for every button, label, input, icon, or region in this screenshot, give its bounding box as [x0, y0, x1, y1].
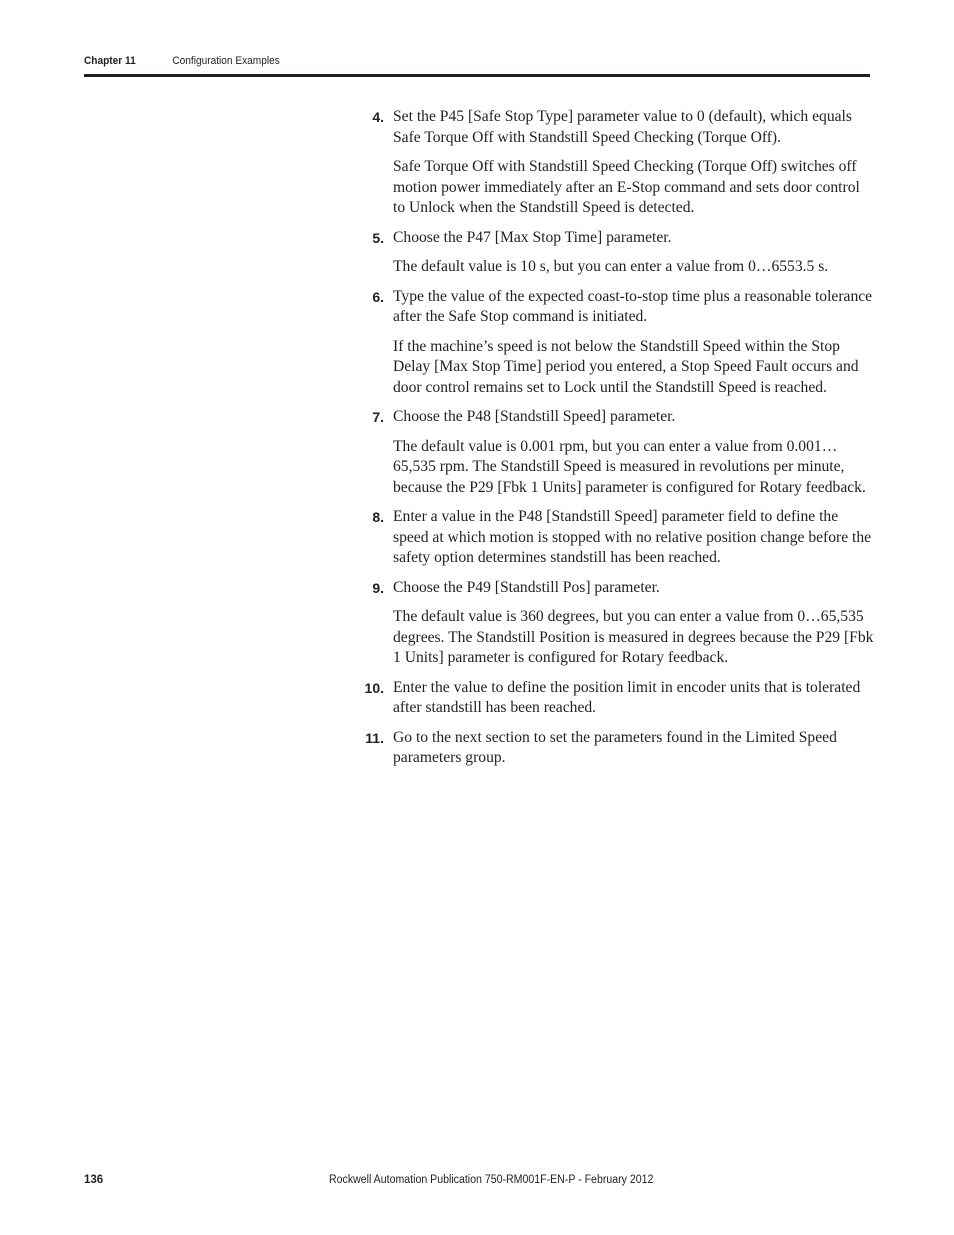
step-text: Go to the next section to set the parameters found in the Limited Speed parameters group.	[393, 728, 837, 766]
step-5	[355, 228, 875, 249]
step-6	[355, 287, 875, 328]
page-number: 136	[84, 1174, 104, 1186]
step-number: 8.	[372, 509, 384, 525]
step-number: 5.	[372, 229, 384, 246]
step-text: Choose the P47 [Max Stop Time] parameter.	[393, 228, 672, 246]
step-number: 6.	[372, 288, 384, 305]
running-header	[84, 53, 807, 69]
chapter-label: Chapter 11	[84, 55, 136, 67]
step-text: Enter a value in the P48 [Standstill Speed] parameter field to define the speed at which motion is stopped with no relative position change before the safety option determines standstill has been reached.	[393, 508, 872, 566]
step-number: 11.	[365, 729, 384, 746]
step-note: If the machine’s speed is not below the Standstill Speed within the Stop Delay [Max Stop Time] period you entered, a Stop Speed Fault occurs and door control remains set to Lock until the Standstill Speed is reached.	[393, 337, 859, 396]
step-note: The default value is 0.001 rpm, but you can enter a value from 0.001…65,535 rpm. The Standstill Speed is measured in revolutions per minute, because the P29 [Fbk 1 Units] parameter is configured for Rotary feedback.	[393, 437, 866, 496]
step-text: Choose the P48 [Standstill Speed] parameter.	[393, 408, 676, 425]
step-7	[355, 407, 875, 428]
step-4	[355, 107, 875, 148]
step-8	[355, 507, 875, 569]
procedure-steps	[355, 107, 875, 778]
step-11	[355, 728, 875, 769]
step-number: 10.	[364, 679, 384, 696]
section-title: Configuration Examples	[172, 55, 280, 67]
step-10	[355, 678, 875, 719]
step-9	[355, 578, 875, 599]
step-note: The default value is 360 degrees, but you can enter a value from 0…65,535 degrees. The Standstill Position is measured in degrees because the P29 [Fbk 1 Units] parameter is configured for Rotary feedback.	[393, 608, 874, 666]
step-text: Choose the P49 [Standstill Pos] parameter.	[393, 578, 660, 596]
step-note: The default value is 10 s, but you can enter a value from 0…6553.5 s.	[393, 258, 829, 275]
step-number: 9.	[372, 579, 384, 596]
step-text: Enter the value to define the position limit in encoder units that is tolerated after standstill has been reached.	[393, 678, 861, 716]
step-text: Type the value of the expected coast-to-stop time plus a reasonable tolerance after the Safe Stop command is initiated.	[393, 287, 873, 325]
step-text: Set the P45 [Safe Stop Type] parameter value to 0 (default), which equals Safe Torque Off with Standstill Speed Checking (Torque Off).	[393, 108, 852, 146]
step-note: Safe Torque Off with Standstill Speed Checking (Torque Off) switches off motion power immediately after an E-Stop command and sets door control to Unlock when the Standstill Speed is detected.	[393, 158, 860, 216]
step-number: 7.	[372, 409, 384, 425]
step-number: 4.	[372, 109, 384, 125]
publication-info: Rockwell Automation Publication 750-RM001F-EN-P - February 2012	[329, 1174, 654, 1186]
header-rule	[84, 74, 870, 77]
